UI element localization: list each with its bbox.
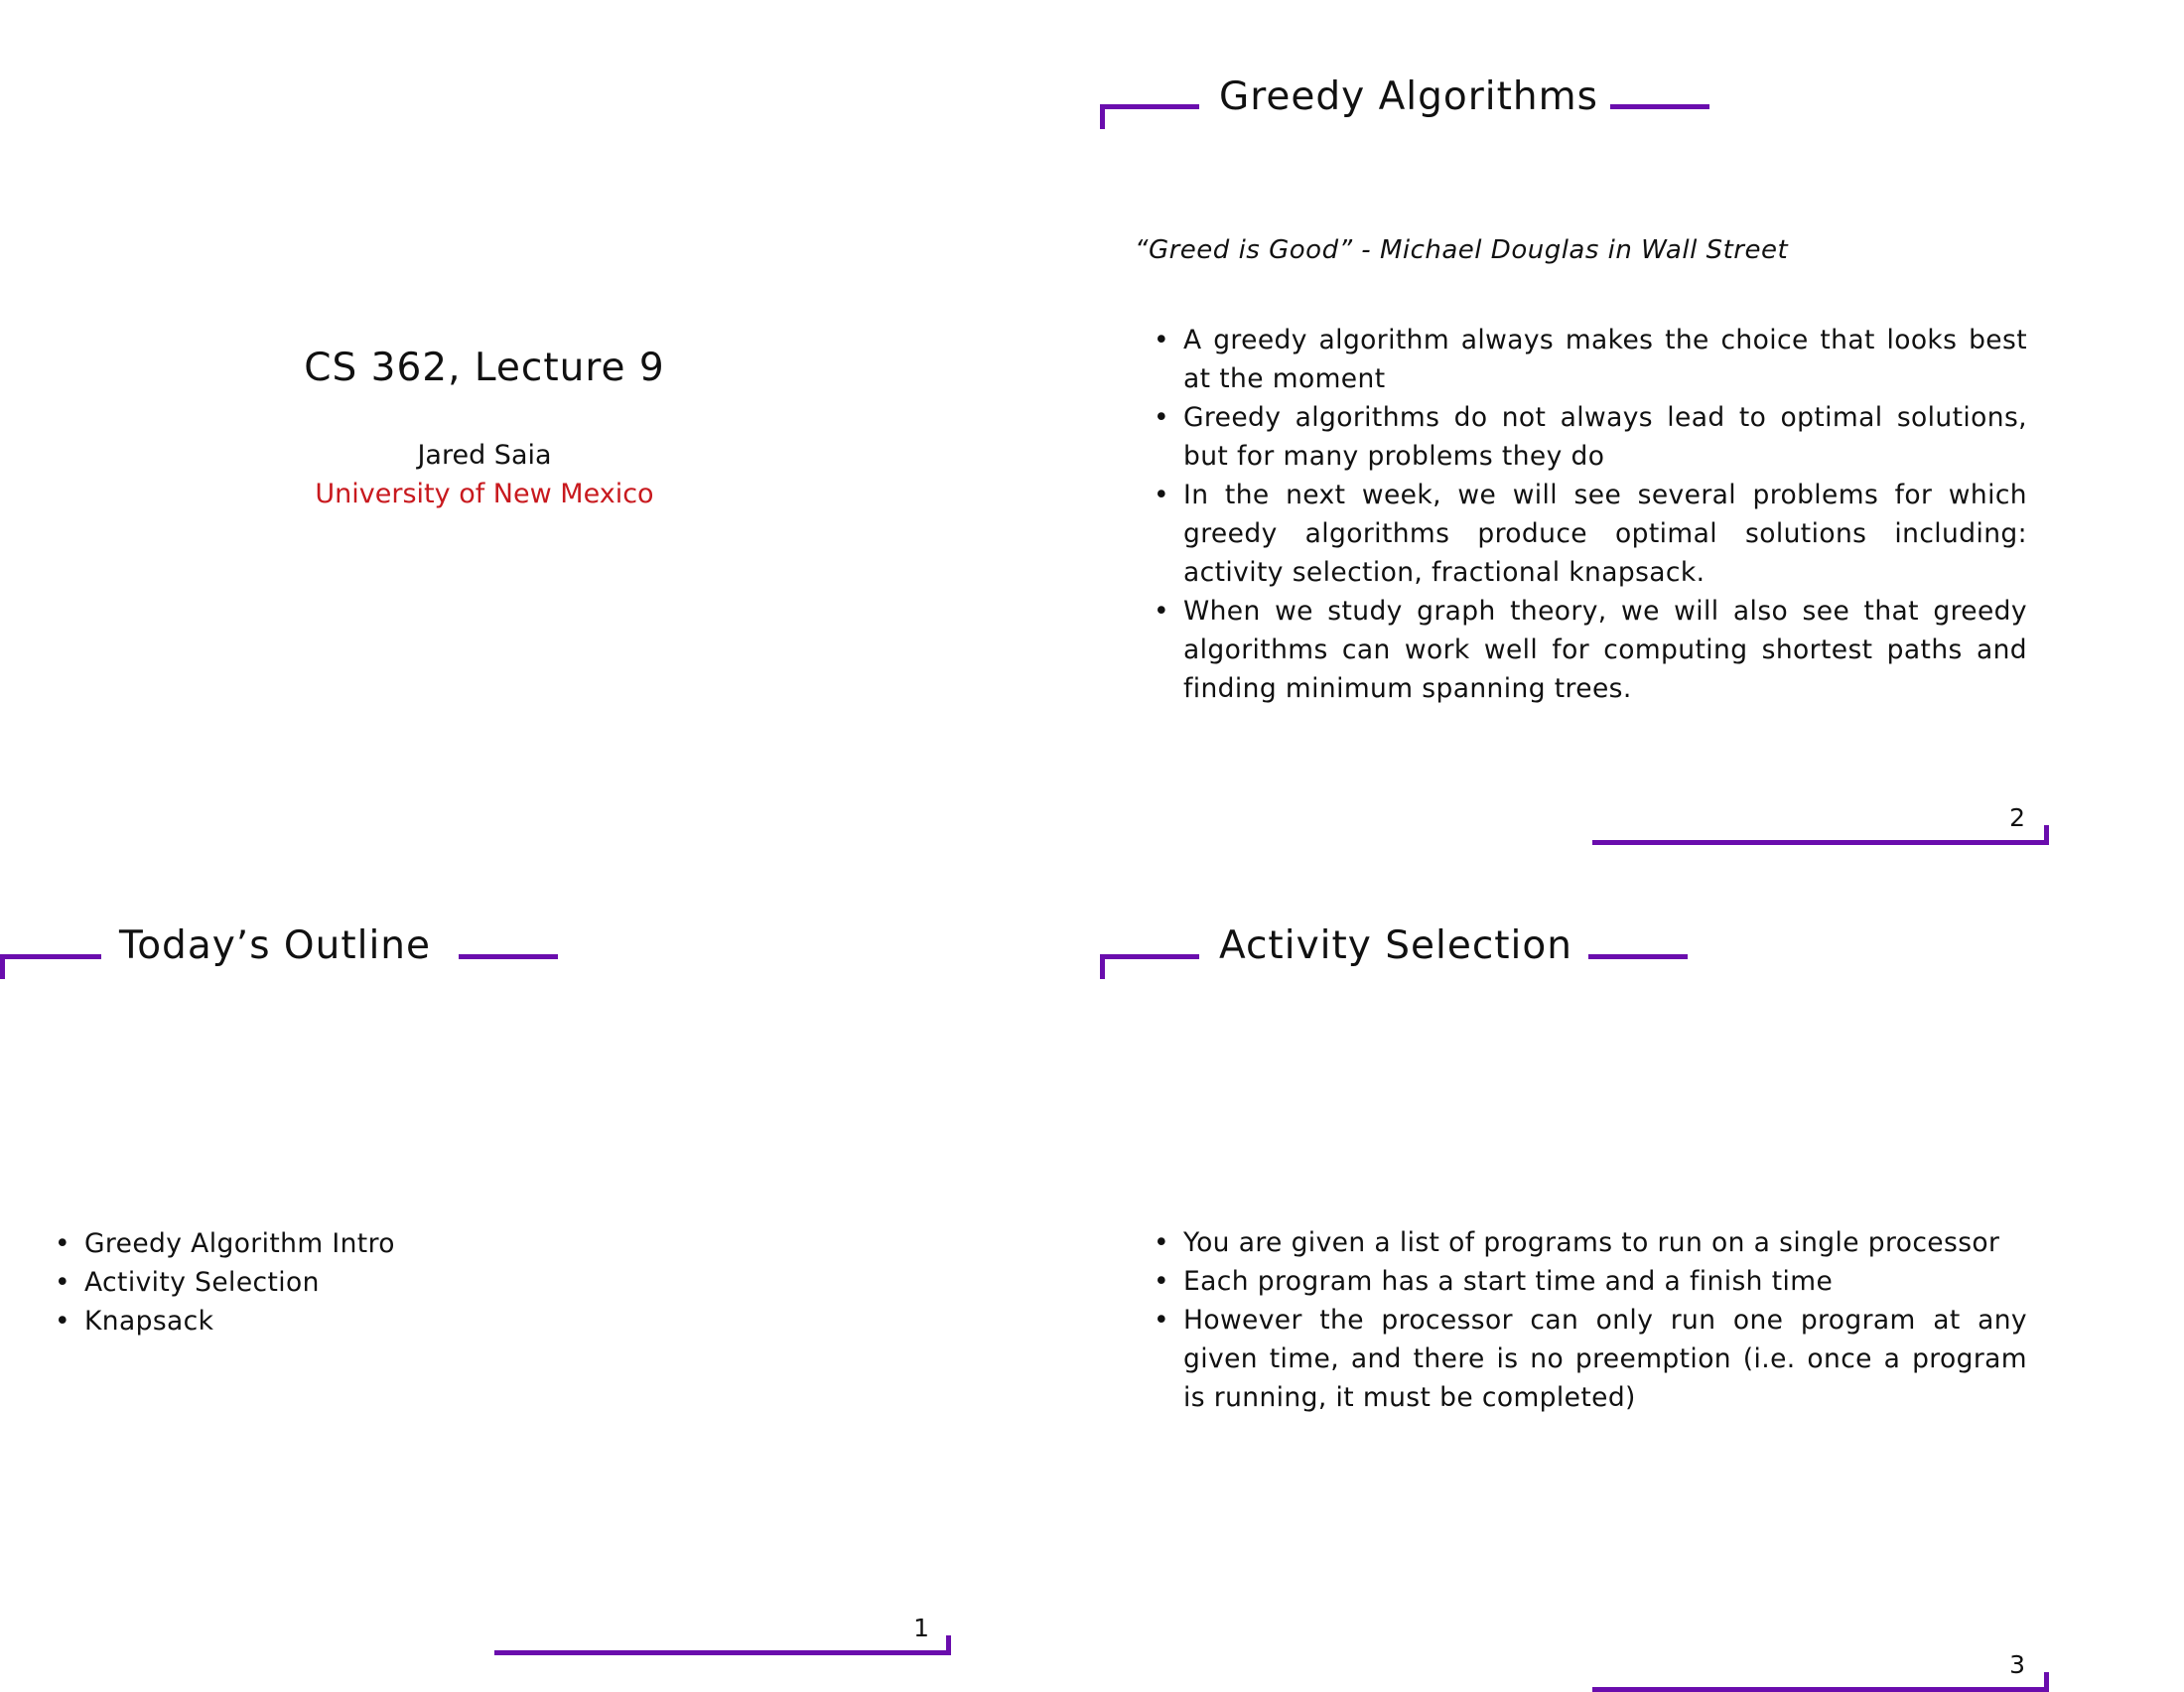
slide-heading: Activity Selection [1219, 923, 1572, 968]
list-item: • Activity Selection [55, 1263, 750, 1302]
list-item: • When we study graph theory, we will also see that greedy algorithms can work well for computing shortest paths and finding minimum spanning trees. [1154, 592, 2027, 708]
list-item: • You are given a list of programs to run on a single processor [1154, 1223, 2027, 1262]
course-title: CS 362, Lecture 9 [304, 346, 665, 390]
list-item: • Each program has a start time and a finish time [1154, 1262, 2027, 1301]
page-number: 3 [2009, 1650, 2025, 1679]
slide-heading: Today’s Outline [119, 923, 431, 968]
list-item: • However the processor can only run one program at any given time, and there is no preemption (i.e. once a program is running, it must be completed) [1154, 1301, 2027, 1417]
slide-quote: “Greed is Good” - Michael Douglas in Wall Street [1135, 235, 1789, 265]
heading-bar-right [1588, 954, 1688, 959]
list-item: • Greedy Algorithm Intro [55, 1224, 750, 1263]
list-item: • Knapsack [55, 1302, 750, 1340]
list-item: • A greedy algorithm always makes the choice that looks best at the moment [1154, 321, 2027, 398]
slide-heading: Greedy Algorithms [1219, 74, 1598, 119]
footer-bar-tick [2044, 1672, 2049, 1688]
author-name: Jared Saia [417, 440, 552, 471]
bullet-list [1154, 1223, 2027, 1417]
page-number: 1 [913, 1614, 929, 1642]
heading-bar-left-tick [1100, 954, 1105, 979]
page-number: 2 [2009, 803, 2025, 832]
list-item: • In the next week, we will see several problems for which greedy algorithms produce optimal solutions including: activity selection, fractional knapsack. [1154, 476, 2027, 592]
list-item: • Greedy algorithms do not always lead to optimal solutions, but for many problems they do [1154, 398, 2027, 476]
heading-bar-left [1100, 954, 1199, 959]
author-affiliation: University of New Mexico [315, 479, 654, 509]
